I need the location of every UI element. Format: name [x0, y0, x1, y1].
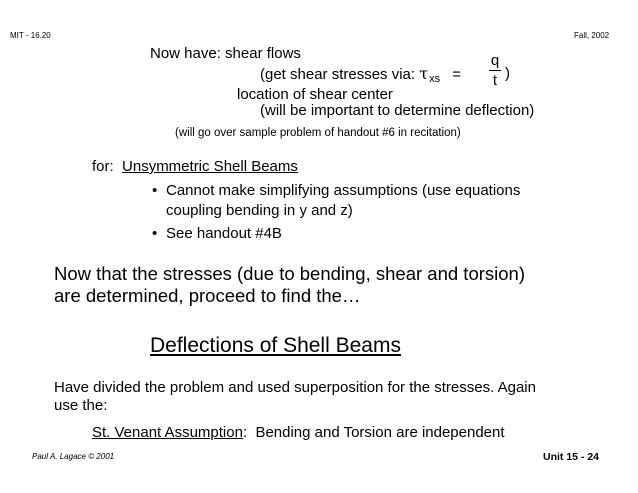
- shear-stress-prefix: (get shear stresses via:: [260, 66, 420, 83]
- section-title: Deflections of Shell Beams: [150, 334, 401, 357]
- tau-subscript: xs: [429, 73, 441, 85]
- st-venant-line: [92, 424, 505, 441]
- bullet-2: [152, 225, 282, 242]
- equals-sign: =: [452, 66, 462, 83]
- author-credit: Paul A. Lagace © 2001: [32, 452, 115, 461]
- transition-line-1: Now that the stresses (due to bending, shear and torsion): [54, 263, 525, 284]
- bullet-1-line-2: coupling bending in y and z): [166, 202, 353, 219]
- close-paren: ): [505, 65, 510, 82]
- bullet-dot: •: [152, 225, 158, 242]
- q-over-t-fraction: [488, 52, 502, 89]
- bullet-1-line-1: Cannot make simplifying assumptions (use equations: [166, 182, 521, 199]
- fraction-denominator: t: [492, 72, 498, 89]
- superposition-line-1: Have divided the problem and used superposition for the stresses. Again: [54, 379, 536, 396]
- shear-stress-line: [260, 65, 461, 88]
- bullet-2-line-1: See handout #4B: [166, 225, 282, 242]
- deflection-note: (will be important to determine deflection): [260, 102, 535, 119]
- page-number: Unit 15 - 24: [543, 451, 600, 463]
- transition-line-2: are determined, proceed to find the…: [54, 285, 361, 306]
- st-venant-rest: : Bending and Torsion are independent: [242, 424, 505, 441]
- now-have-lead: Now have: shear flows: [150, 45, 301, 62]
- tau-symbol: τ: [419, 64, 429, 83]
- st-venant-term: St. Venant Assumption: [92, 424, 243, 441]
- shear-center-line: location of shear center: [237, 86, 393, 103]
- superposition-line-2: use the:: [54, 397, 108, 414]
- bullet-dot: •: [152, 182, 158, 199]
- unsymmetric-heading: [92, 158, 298, 175]
- fraction-bar: [489, 70, 501, 71]
- fraction-numerator: q: [490, 52, 500, 69]
- term-label: Fall, 2002: [574, 31, 610, 40]
- recitation-note: (will go over sample problem of handout #6 in recitation): [175, 127, 461, 139]
- unsymmetric-prefix: for:: [92, 158, 123, 175]
- bullet-1: [152, 182, 520, 199]
- unsymmetric-title: Unsymmetric Shell Beams: [122, 158, 298, 175]
- course-label: MIT - 16.20: [10, 31, 51, 40]
